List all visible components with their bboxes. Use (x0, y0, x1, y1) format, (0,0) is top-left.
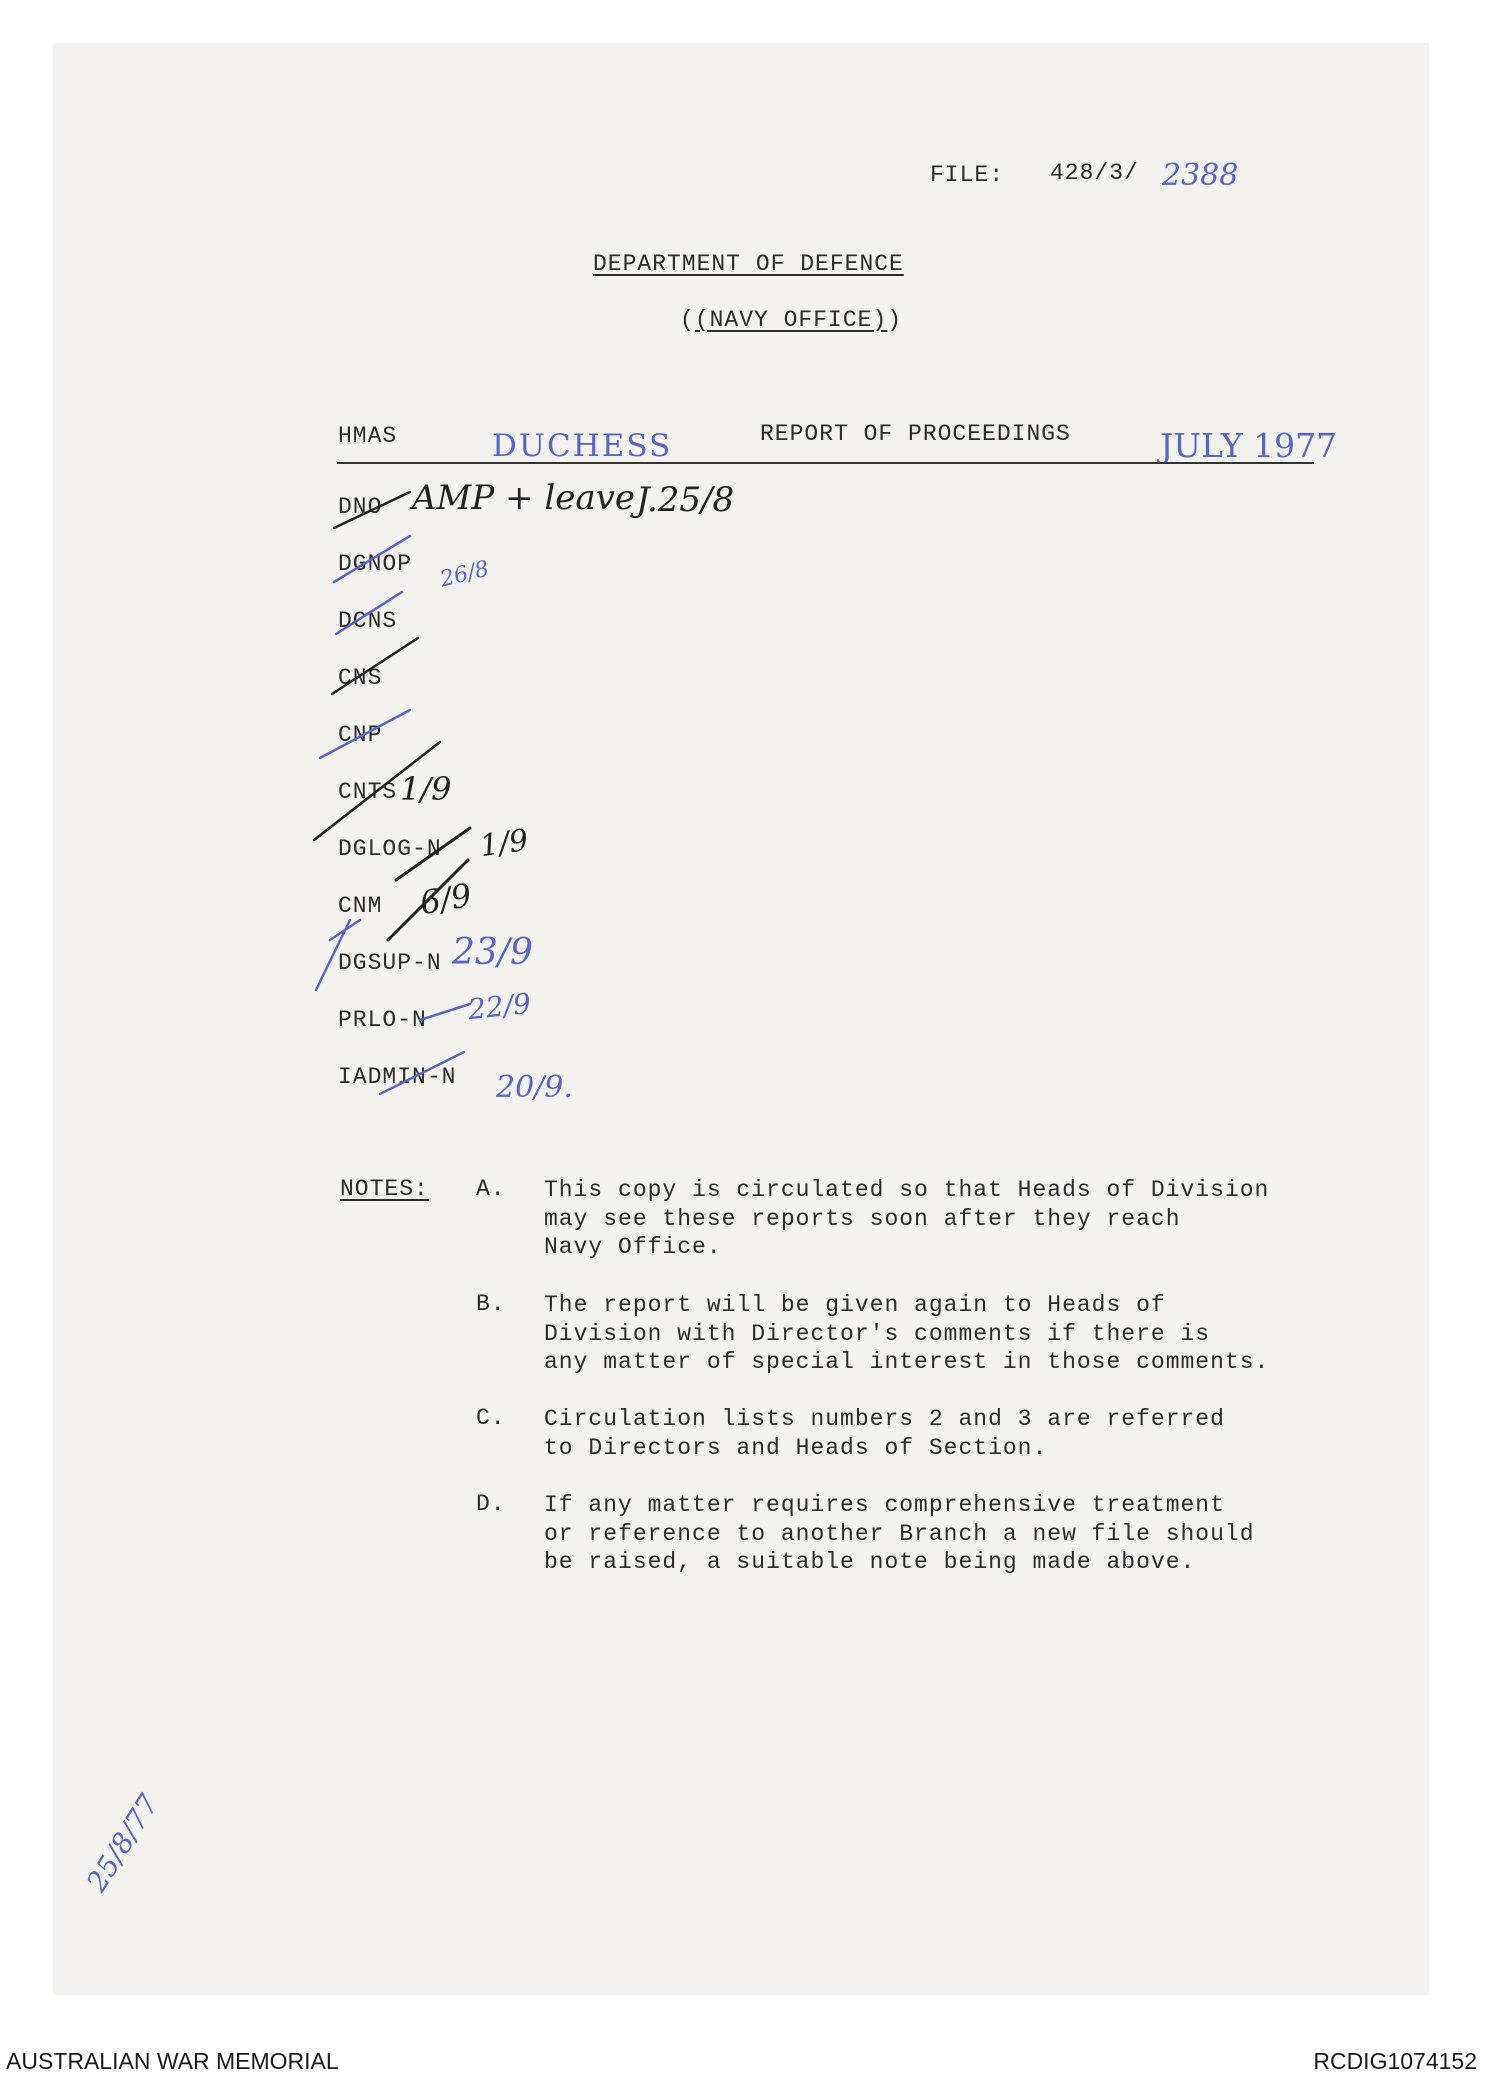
note-a-text: This copy is circulated so that Heads of Division may see these reports soon after they reach Navy Office. (544, 1177, 1270, 1260)
dgnop-strike (334, 536, 413, 582)
circ-dno: DNO (338, 494, 383, 520)
circ-cnts: CNTS (338, 779, 398, 805)
file-handwritten-number: 2388 (1162, 158, 1239, 193)
dno-initials-date: J.25/8 (636, 480, 735, 520)
office-heading: ((NAVY OFFICE)) (680, 307, 903, 333)
department-heading: DEPARTMENT OF DEFENCE (593, 251, 904, 277)
report-period-handwritten: JULY 1977 (1160, 426, 1338, 465)
report-title: REPORT OF PROCEEDINGS (760, 421, 1071, 447)
circ-dcns: DCNS (338, 608, 398, 634)
circ-prlo-n: PRLO-N (338, 1007, 427, 1033)
prlo-initials: 22/9 (466, 986, 533, 1027)
footer-source: AUSTRALIAN WAR MEMORIAL (6, 2048, 339, 2074)
notes-label: NOTES: (340, 1176, 429, 1202)
prlo-strike (420, 1004, 470, 1020)
dgnop-initials: 26/8 (437, 556, 492, 593)
note-d-text: If any matter requires comprehensive treatment or reference to another Branch a new file should be raised, a suitable note being made above. (544, 1492, 1255, 1575)
dno-annotation: AMP + leave (412, 478, 635, 518)
iadmin-strike (380, 1052, 464, 1094)
note-b-letter: B. (476, 1291, 506, 1317)
note-c-letter: C. (476, 1405, 506, 1431)
cnp-strike (320, 710, 410, 758)
file-label: FILE: (930, 162, 1005, 188)
note-a-letter: A. (476, 1176, 506, 1202)
cnts-initials: 1/9 (400, 770, 452, 808)
office-heading-text: (NAVY OFFICE) (694, 307, 888, 333)
dglog-strike (396, 828, 470, 880)
cnm-initials: 6/9 (417, 875, 475, 923)
circ-dglog-n: DGLOG-N (338, 836, 442, 862)
footer-identifier: RCDIG1074152 (1313, 2048, 1477, 2074)
cnm-strike (388, 860, 468, 940)
dgsup-strike (316, 920, 360, 990)
note-c-text: Circulation lists numbers 2 and 3 are referred to Directors and Heads of Section. (544, 1406, 1225, 1461)
dno-strike (334, 492, 410, 528)
circ-cnp: CNP (338, 722, 383, 748)
circ-dgsup-n: DGSUP-N (338, 950, 442, 976)
circ-iadmin-n: IADMIN-N (338, 1064, 457, 1090)
circ-cns: CNS (338, 665, 383, 691)
circ-cnm: CNM (338, 893, 383, 919)
cns-strike (332, 638, 418, 694)
dcns-strike (336, 592, 402, 634)
circ-dgnop: DGNOP (338, 551, 413, 577)
dgsup-initials: 23/9 (452, 932, 533, 973)
note-b-text: The report will be given again to Heads of Division with Director's comments if there is any matter of special interest in those comments. (544, 1292, 1270, 1375)
corner-initials-date: 25/8/77 (80, 1788, 166, 1898)
file-number: 428/3/ (1050, 160, 1139, 186)
ship-name-handwritten: DUCHESS (492, 428, 673, 464)
hmas-label: HMAS (338, 423, 398, 449)
cnts-strike (314, 742, 440, 840)
iadmin-initials: 20/9. (496, 1070, 573, 1105)
dglog-initials: 1/9 (477, 822, 531, 865)
note-d-letter: D. (476, 1491, 506, 1517)
